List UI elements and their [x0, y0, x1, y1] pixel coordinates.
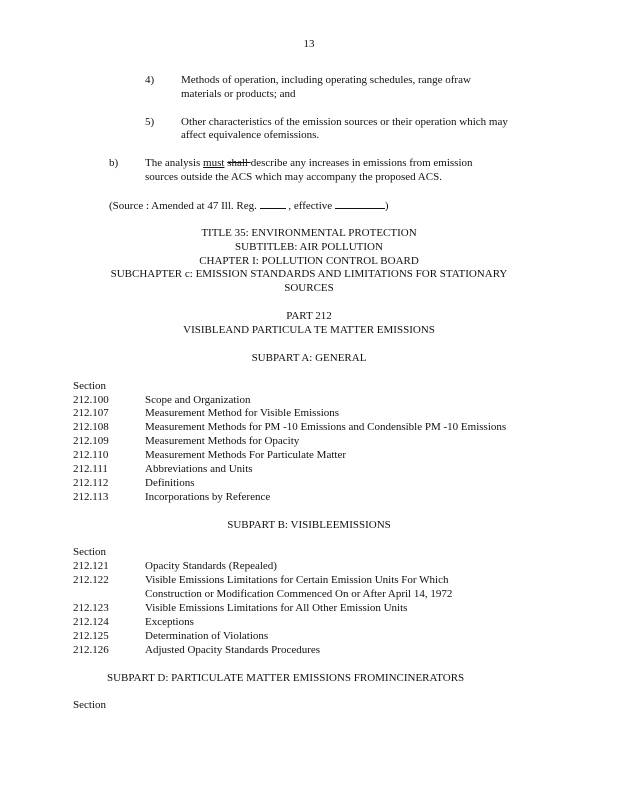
- item-5-line1: Other characteristics of the emission sources or their operation which may: [181, 116, 508, 128]
- subpart-b-section-label: Section: [73, 546, 106, 558]
- subchapter-heading: SUBCHAPTER c: EMISSION STANDARDS AND LIMITATIONS FOR STATIONARY: [110, 268, 508, 280]
- section-number: 212.107: [73, 407, 109, 419]
- source-blank-1: [260, 198, 286, 209]
- section-number: 212.109: [73, 435, 109, 447]
- section-number: 212.108: [73, 421, 109, 433]
- item-4-line2: materials or products; and: [181, 88, 296, 100]
- item-5-line2: affect equivalence ofemissions.: [181, 129, 320, 141]
- section-title: Exceptions: [145, 616, 194, 628]
- section-number: 212.122: [73, 574, 109, 586]
- section-title: Visible Emissions Limitations for Certain Emission Units For Which: [145, 574, 449, 586]
- section-title: Adjusted Opacity Standards Procedures: [145, 644, 321, 656]
- section-number: 212.111: [73, 463, 108, 475]
- subpart-a-heading: SUBPART A: GENERAL: [251, 352, 367, 364]
- section-title: Abbreviations and Units: [145, 463, 253, 475]
- item-b-post: describe any increases in emissions from emission: [250, 157, 473, 169]
- section-number: 212.121: [73, 560, 109, 572]
- subpart-a-section-label: Section: [73, 380, 106, 392]
- section-number: 212.123: [73, 602, 109, 614]
- section-title: Visible Emissions Limitations for All Other Emission Units: [145, 602, 408, 614]
- section-number: 212.100: [73, 394, 109, 406]
- subchapter-heading-cont: SOURCES: [284, 282, 334, 294]
- section-number: 212.112: [73, 477, 109, 489]
- section-title: Measurement Methods For Particulate Matter: [145, 449, 347, 461]
- item-4-marker: 4): [145, 74, 155, 86]
- item-b-deleted-text: shall: [227, 157, 251, 169]
- section-number: 212.124: [73, 616, 109, 628]
- item-b-pre: The analysis: [145, 157, 204, 169]
- chapter-heading: CHAPTER I: POLLUTION CONTROL BOARD: [199, 255, 419, 267]
- section-title-cont: Construction or Modification Commenced On or After April 14, 1972: [145, 588, 453, 600]
- subtitle-heading: SUBTITLEB: AIR POLLUTION: [235, 241, 383, 253]
- section-title: Determination of Violations: [145, 630, 269, 642]
- item-5-marker: 5): [145, 116, 155, 128]
- page-number: 13: [303, 38, 315, 50]
- section-title: Incorporations by Reference: [145, 491, 271, 503]
- item-b-line1: [145, 156, 473, 170]
- section-title: Scope and Organization: [145, 394, 251, 406]
- item-b-marker: b): [109, 157, 119, 169]
- subpart-d-section-label: Section: [73, 699, 106, 711]
- source-blank-2: [335, 198, 385, 209]
- section-number: 212.110: [73, 449, 109, 461]
- section-title: Opacity Standards (Repealed): [145, 560, 277, 572]
- source-note-pre: (Source : Amended at 47 Ill. Reg.: [109, 200, 260, 212]
- title-heading: TITLE 35: ENVIRONMENTAL PROTECTION: [201, 227, 417, 239]
- source-note-mid: , effective: [285, 200, 335, 212]
- source-note: [109, 198, 389, 213]
- subpart-b-heading: SUBPART B: VISIBLEEMISSIONS: [227, 519, 391, 531]
- section-title: Definitions: [145, 477, 195, 489]
- section-title: Measurement Methods for PM -10 Emissions and Condensible PM -10 Emissions: [145, 421, 507, 433]
- item-b-line2: sources outside the ACS which may accompany the proposed ACS.: [145, 171, 442, 183]
- section-number: 212.125: [73, 630, 109, 642]
- subpart-d-heading: SUBPART D: PARTICULATE MATTER EMISSIONS FROMINCINERATORS: [107, 672, 465, 684]
- section-title: Measurement Method for Visible Emissions: [145, 407, 340, 419]
- section-number: 212.113: [73, 491, 109, 503]
- item-b-inserted-text: must: [203, 157, 225, 169]
- part-heading: PART 212: [286, 310, 332, 322]
- source-note-post: ): [384, 200, 389, 212]
- section-number: 212.126: [73, 644, 109, 656]
- item-4-line1: Methods of operation, including operating schedules, range ofraw: [181, 74, 471, 86]
- section-title: Measurement Methods for Opacity: [145, 435, 300, 447]
- part-title: VISIBLEAND PARTICULA TE MATTER EMISSIONS: [183, 324, 435, 336]
